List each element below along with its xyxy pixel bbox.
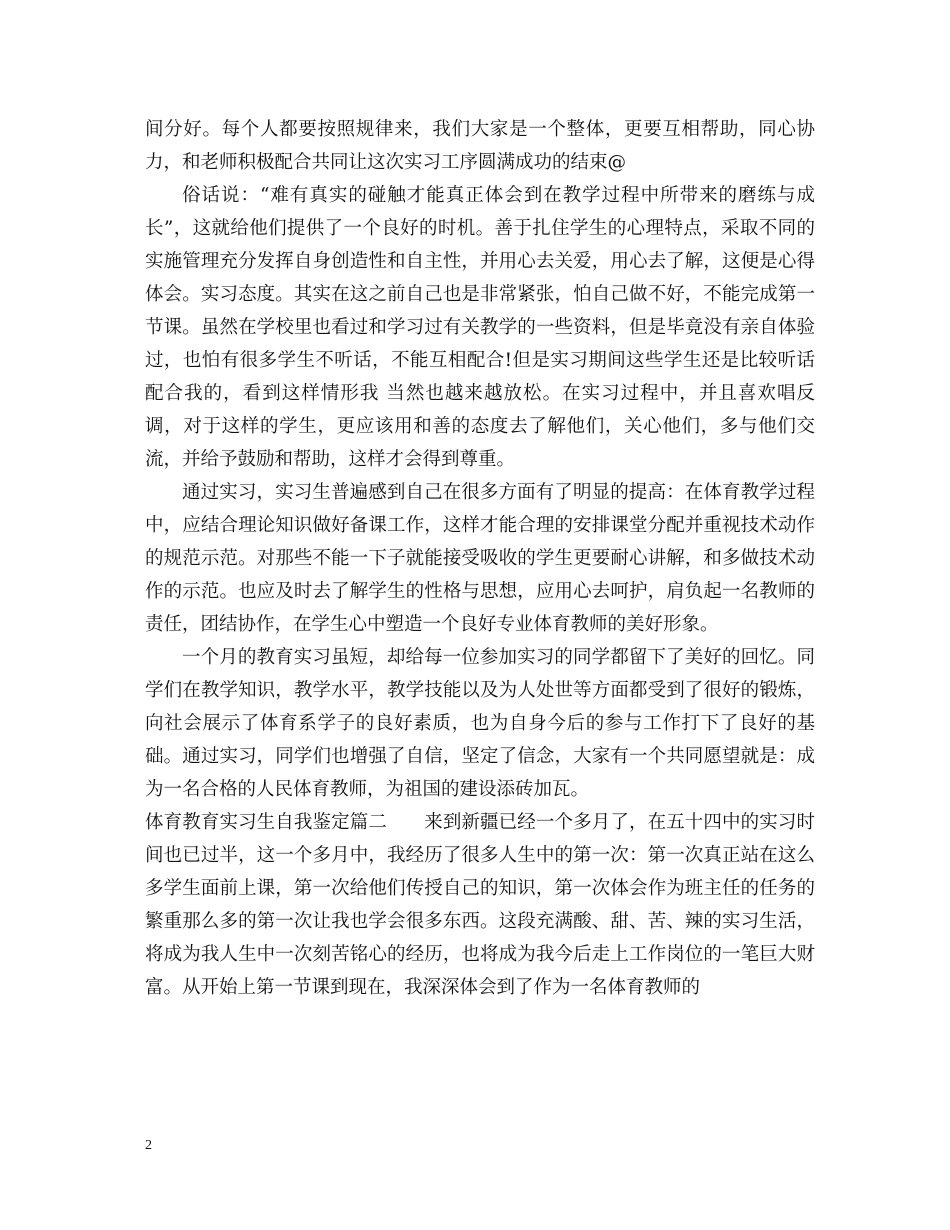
paragraph-1: 间分好。每个人都要按照规律来，我们大家是一个整体，更要互相帮助，同心协力，和老师积极配合共同让这次实习工序圆满成功的结束@ xyxy=(145,119,815,173)
paragraph-3: 通过实习，实习生普遍感到自己在很多方面有了明显的提高：在体育教学过程中，应结合理论知识做好备课工作，这样才能合理的安排课堂分配并重视技术动作的规范示范。对那些不能一下子就能接受吸收的学生更要耐心讲解，和多做技术动作的示范。也应及时去了解学生的性格与思想，应用心去呵护，肩负起一名教师的责任，团结协作，在学生心中塑造一个良好专业体育教师的美好形象。 xyxy=(145,482,815,635)
paragraph-5: 体育教育实习生自我鉴定篇二 来到新疆已经一个多月了，在五十四中的实习时间也已过半，这一个多月中，我经历了很多人生中的第一次：第一次真正站在这么多学生面前上课，第一次给他们传授自己的知识，第一次体会作为班主任的任务的繁重那么多的第一次让我也学会很多东西。这段充满酸、甜、苦、辣的实习生活，将成为我人生中一次刻苦铭心的经历，也将成为我今后走上工作岗位的一笔巨大财富。从开始上第一节课到现在，我深深体会到了作为一名体育教师的 xyxy=(145,812,815,998)
paragraph-2: 俗话说：“难有真实的碰触才能真正体会到在教学过程中所带来的磨练与成长”，这就给他们提供了一个良好的时机。善于扎住学生的心理特点，采取不同的实施管理充分发挥自身创造性和自主性，并用心去关爱，用心去了解，这便是心得体会。实习态度。其实在这之前自己也是非常紧张，怕自己做不好，不能完成第一节课。虽然在学校里也看过和学习过有关教学的一些资料，但是毕竟没有亲自体验过，也怕有很多学生不听话，不能互相配合!但是实习期间这些学生还是比较听话配合我的，看到这样情形我 当然也越来越放松。在实习过程中，并且喜欢唱反调，对于这样的学生，更应该用和善的态度去了解他们，关心他们，多与他们交流，并给予鼓励和帮助，这样才会得到尊重。 xyxy=(145,185,816,470)
paragraph-4: 一个月的教育实习虽短，却给每一位参加实习的同学都留下了美好的回忆。同学们在教学知识，教学水平，教学技能以及为人处世等方面都受到了很好的锻炼，向社会展示了体育系学子的良好素质，也为自身今后的参与工作打下了良好的基础。通过实习，同学们也增强了自信，坚定了信念，大家有一个共同愿望就是：成为一名合格的人民体育教师，为祖国的建设添砖加瓦。 xyxy=(145,647,815,800)
page-number: 2 xyxy=(145,1138,152,1153)
document-body xyxy=(145,113,815,1004)
